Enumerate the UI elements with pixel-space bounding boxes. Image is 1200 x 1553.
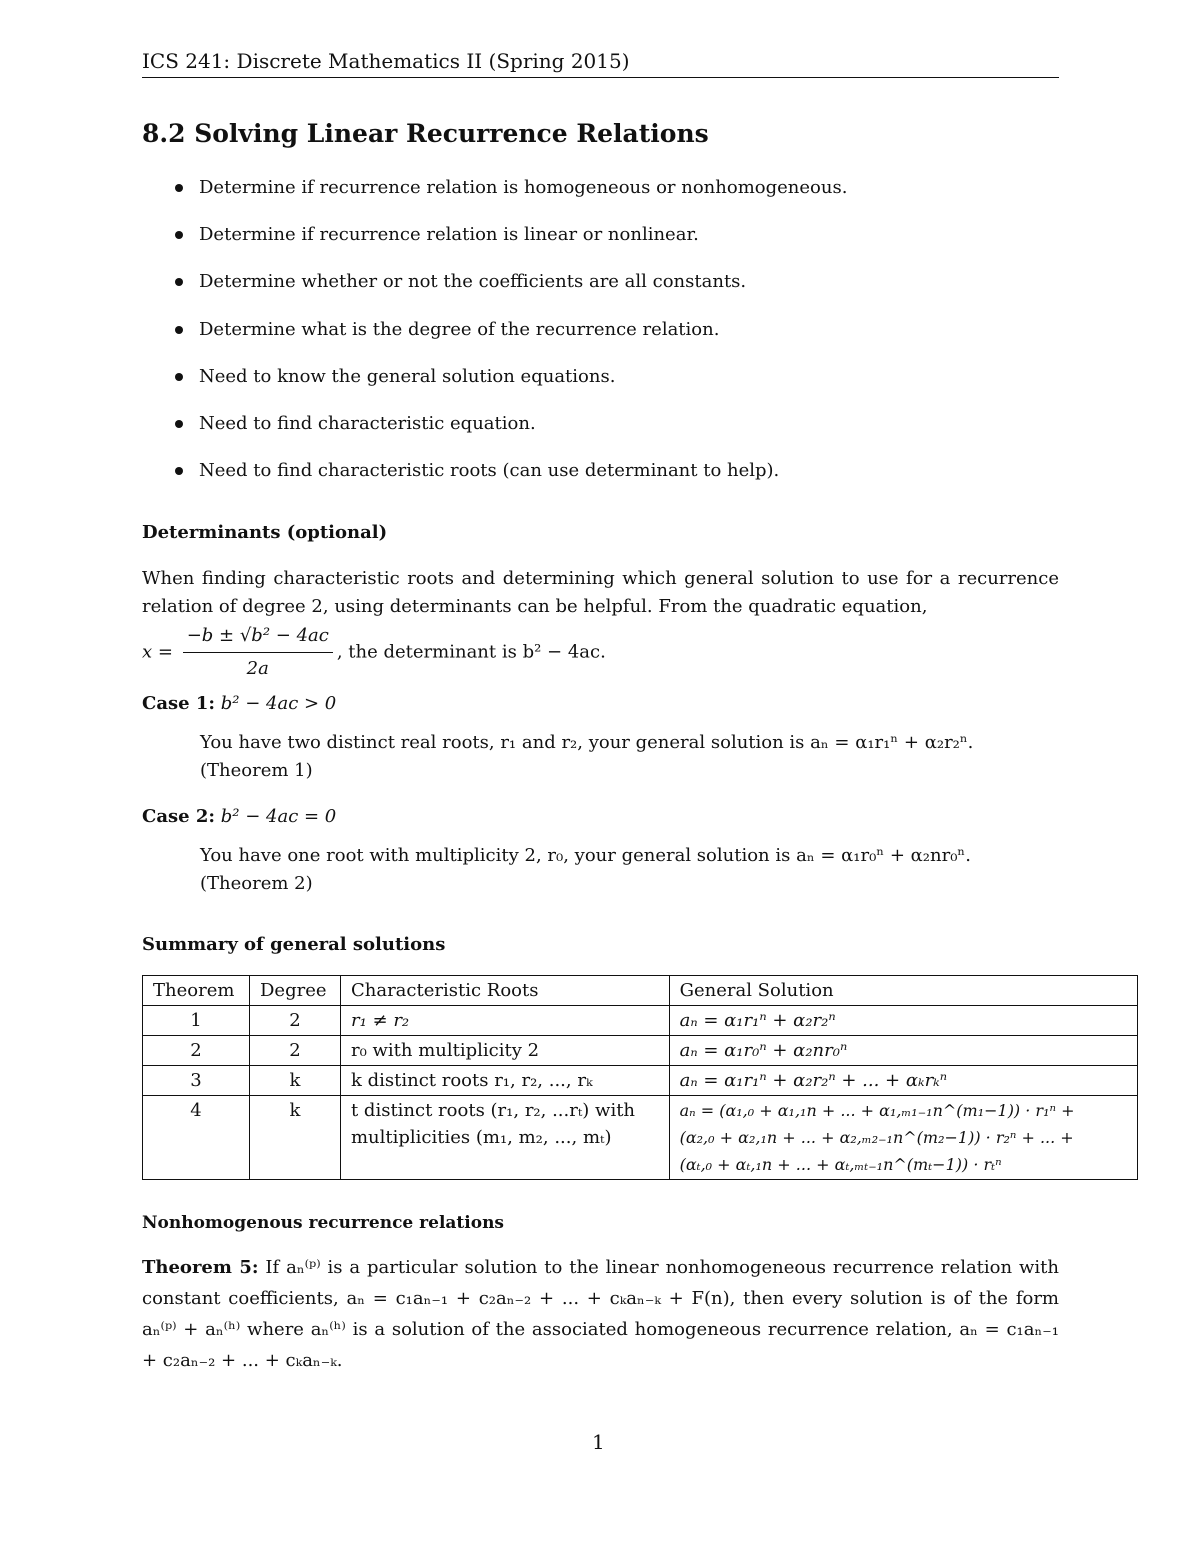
column-header: Characteristic Roots xyxy=(340,976,669,1006)
table-row: 3 k k distinct roots r₁, r₂, ..., rₖ aₙ = α₁r₁ⁿ + α₂r₂ⁿ + ... + αₖrₖⁿ xyxy=(143,1066,1138,1096)
case-1-body: You have two distinct real roots, r₁ and r₂, your general solution is aₙ = α₁r₁ⁿ + α₂r₂ⁿ. (Theorem 1) xyxy=(200,732,974,781)
table-row: 2 2 r₀ with multiplicity 2 aₙ = α₁r₀ⁿ + α₂nr₀ⁿ xyxy=(143,1036,1138,1066)
list-item: Determine if recurrence relation is linear or nonlinear. xyxy=(172,223,1052,270)
summary-heading: Summary of general solutions xyxy=(142,934,446,955)
list-item: Determine what is the degree of the recurrence relation. xyxy=(172,318,1052,365)
bullet-icon xyxy=(175,231,183,239)
list-item: Determine if recurrence relation is homogeneous or nonhomogeneous. xyxy=(172,176,1052,223)
determinants-heading: Determinants (optional) xyxy=(142,522,388,543)
determinants-intro: When finding characteristic roots and determining which general solution to use for a recurrence relation of degree 2, using determinants can be helpful. From the quadratic equation, xyxy=(142,568,1059,617)
theorem-5-paragraph: Theorem 5: If aₙ⁽ᵖ⁾ is a particular solution to the linear nonhomogeneous recurrence relation with constant coefficients, aₙ = c₁aₙ₋₁ + c₂aₙ₋₂ + ... + cₖaₙ₋ₖ + F(n), then every solution is of the form aₙ⁽ᵖ⁾ + aₙ⁽ʰ⁾ where aₙ⁽ʰ⁾ is a solution of the associated homogeneous recurrence relation, aₙ = c₁aₙ₋₁ + c₂aₙ₋₂ + ... + cₖaₙ₋ₖ. xyxy=(142,1257,1059,1371)
table-row: 4 k t distinct roots (r₁, r₂, ...rₜ) with multiplicities (m₁, m₂, ..., mₜ) aₙ = (α₁,₀ + α₁,₁n + ... + α₁,ₘ₁₋₁n^(m₁−1)) · r₁ⁿ + (α₂,₀ + α₂,₁n + ... + α₂,ₘ₂₋₁n^(m₂−1)) · r₂ⁿ + ... + (αₜ,₀ + αₜ,₁n + ... + αₜ,ₘₜ₋₁n^(mₜ−1)) · rₜⁿ xyxy=(143,1096,1138,1180)
column-header: Theorem xyxy=(143,976,250,1006)
column-header: Degree xyxy=(249,976,340,1006)
bullet-icon xyxy=(175,278,183,286)
nonhomogeneous-heading: Nonhomogenous recurrence relations xyxy=(142,1213,504,1233)
page-number: 1 xyxy=(592,1430,605,1454)
bullet-icon xyxy=(175,184,183,192)
case-2-label: Case 2: b² − 4ac = 0 xyxy=(142,806,337,827)
table-header-row xyxy=(143,976,1138,1006)
formula-fraction: $\frac{\text{−b ± √b² − 4ac}}{2a}$ xyxy=(183,622,333,683)
running-header: ICS 241: Discrete Mathematics II (Spring 2015) xyxy=(142,48,1059,78)
bullet-icon xyxy=(175,326,183,334)
column-header: General Solution xyxy=(669,976,1137,1006)
case-2-body: You have one root with multiplicity 2, r₀, your general solution is aₙ = α₁r₀ⁿ + α₂nr₀ⁿ. (Theorem 2) xyxy=(200,845,971,894)
list-item: Need to find characteristic roots (can use determinant to help). xyxy=(172,459,1052,506)
list-item: Need to find characteristic equation. xyxy=(172,412,1052,459)
summary-table xyxy=(142,975,1138,1180)
bullet-icon xyxy=(175,467,183,475)
bullet-icon xyxy=(175,420,183,428)
table-row: 1 2 r₁ ≠ r₂ aₙ = α₁r₁ⁿ + α₂r₂ⁿ xyxy=(143,1006,1138,1036)
section-title: 8.2 Solving Linear Recurrence Relations xyxy=(142,119,709,148)
bullet-list xyxy=(172,176,1052,506)
list-item: Determine whether or not the coefficients are all constants. xyxy=(172,270,1052,317)
bullet-icon xyxy=(175,373,183,381)
case-1-label: Case 1: b² − 4ac > 0 xyxy=(142,693,337,714)
quadratic-formula: x = $\frac{\text{−b ± √b² − 4ac}}{2a}$ , the determinant is b² − 4ac. xyxy=(142,622,1059,683)
list-item: Need to know the general solution equations. xyxy=(172,365,1052,412)
